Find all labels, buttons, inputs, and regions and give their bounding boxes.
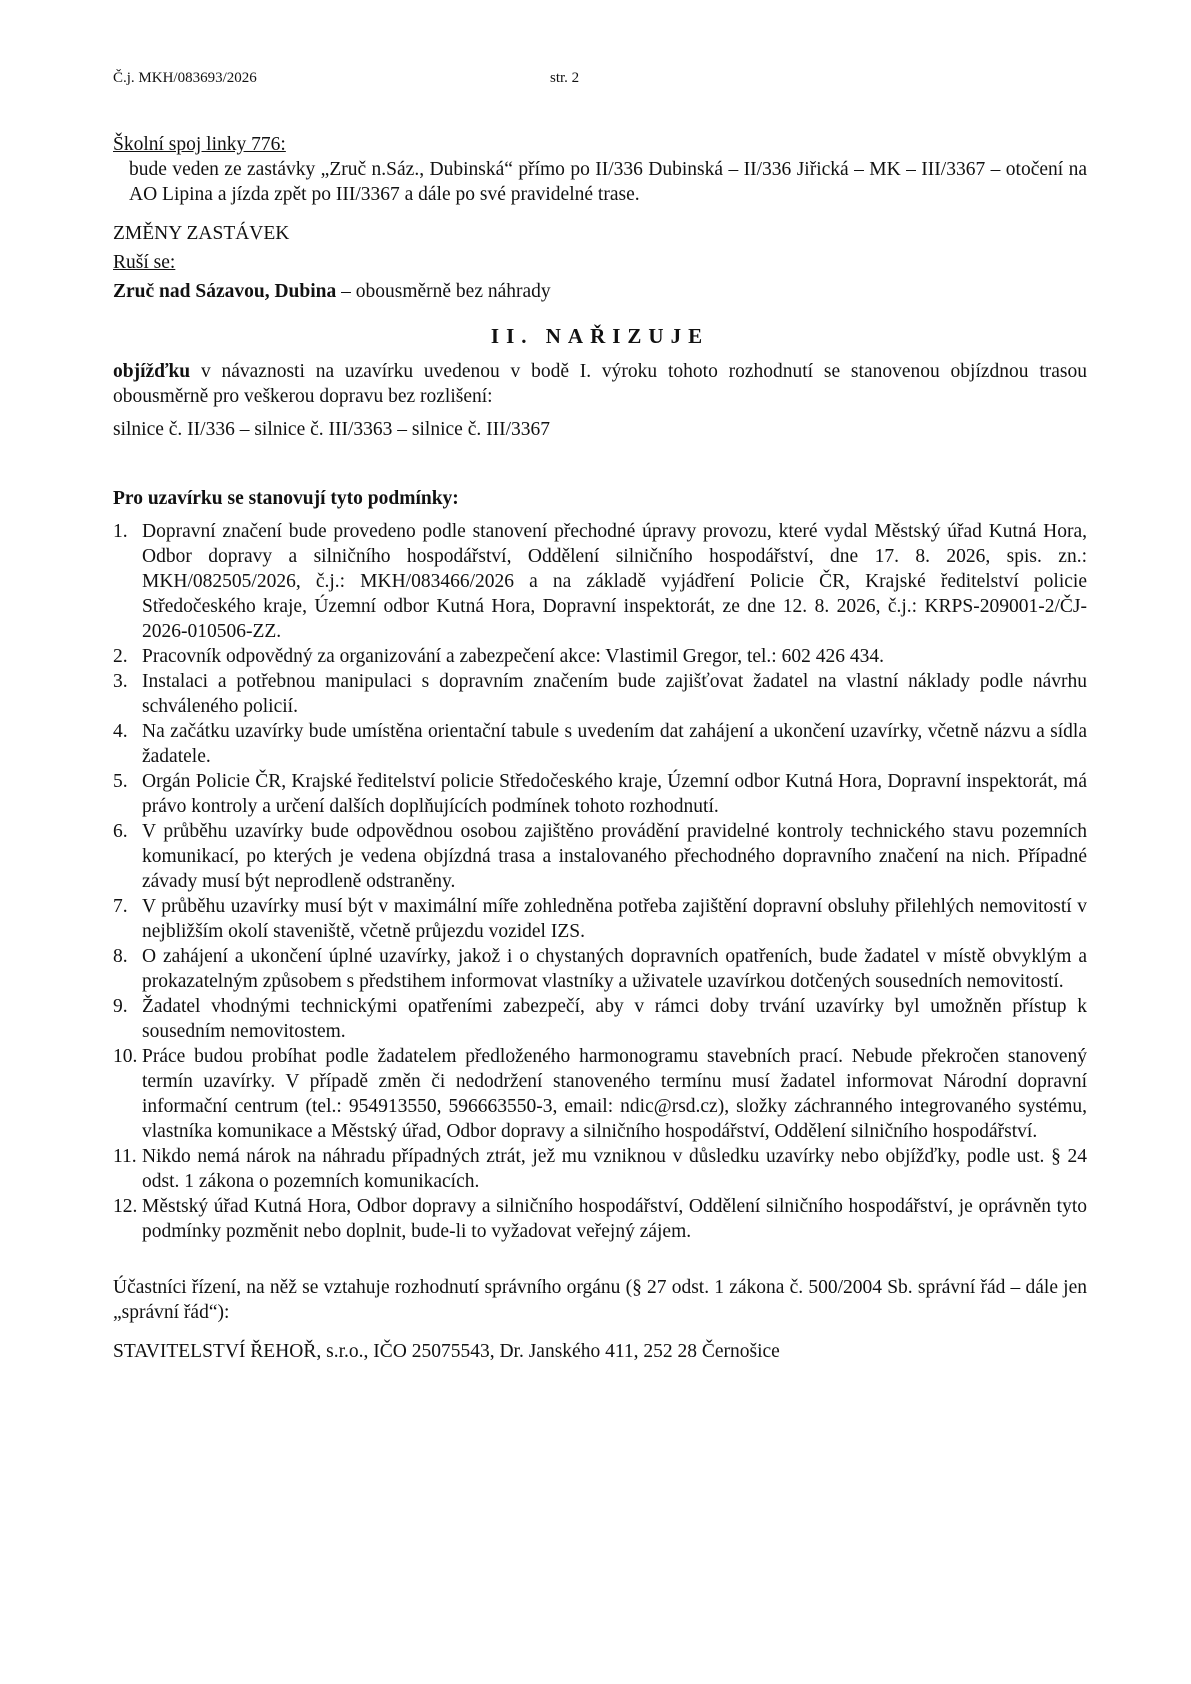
page-number: str. 2 bbox=[550, 70, 580, 86]
section-title: II. NAŘIZUJE bbox=[490, 324, 710, 348]
detour-paragraph bbox=[113, 359, 1087, 409]
condition-number: 11. bbox=[113, 1146, 137, 1167]
conditions-heading: Pro uzavírku se stanovují tyto podmínky: bbox=[113, 488, 459, 509]
condition-item bbox=[113, 644, 1087, 669]
condition-text: Dopravní značení bude provedeno podle stanovení přechodné úpravy provozu, které vydal Městský úřad Kutná Hora, Odbor dopravy a silničního hospodářství, Oddělení silničního hospodářství, dne 17. 8. 2026, spis. zn.: MKH/082505/2026, č.j.: MKH/083466/2026 a na základě vyjádření Policie ČR, Krajské ředitelství policie Středočeského kraje, Územní odbor Kutná Hora, Dopravní inspektorát, ze dne 12. 8. 2026, č.j.: KRPS-209001-2/ČJ-2026-010506-ZZ. bbox=[142, 521, 1087, 642]
condition-item bbox=[113, 994, 1087, 1044]
school-line-text: bude veden ze zastávky „Zruč n.Sáz., Dubinská“ přímo po II/336 Dubinská – II/336 Jiřická – MK – III/3367 – otočení na AO Lipina a jízda zpět po III/3367 a dále po své pravidelné trase. bbox=[129, 159, 1087, 205]
condition-item bbox=[113, 769, 1087, 819]
condition-text: Na začátku uzavírky bude umístěna orientační tabule s uvedením dat zahájení a ukončení uzavírky, včetně názvu a sídla žadatele. bbox=[142, 721, 1087, 767]
condition-item bbox=[113, 1044, 1087, 1144]
condition-item bbox=[113, 1194, 1087, 1244]
condition-number: 4. bbox=[113, 721, 128, 742]
stop-changes-section bbox=[113, 221, 1087, 304]
cancelled-label: Ruší se: bbox=[113, 252, 176, 273]
condition-text: Orgán Policie ČR, Krajské ředitelství policie Středočeského kraje, Územní odbor Kutná Hora, Dopravní inspektorát, má právo kontroly a určení dalších doplňujících podmínek tohoto rozhodnutí. bbox=[142, 771, 1087, 817]
condition-number: 1. bbox=[113, 521, 128, 542]
detour-word: objížďku bbox=[113, 361, 191, 382]
stop-changes-heading: ZMĚNY ZASTÁVEK bbox=[113, 223, 290, 244]
condition-number: 6. bbox=[113, 821, 128, 842]
condition-item bbox=[113, 669, 1087, 719]
condition-item bbox=[113, 894, 1087, 944]
condition-item bbox=[113, 719, 1087, 769]
condition-text: V průběhu uzavírky musí být v maximální míře zohledněna potřeba zajištění dopravní obsluhy přilehlých nemovitostí v nejbližším okolí staveniště, včetně průjezdu vozidel IZS. bbox=[142, 896, 1087, 942]
participant-company: STAVITELSTVÍ ŘEHOŘ, s.r.o., IČO 25075543, Dr. Janského 411, 252 28 Černošice bbox=[113, 1341, 780, 1362]
condition-number: 8. bbox=[113, 946, 128, 967]
condition-number: 5. bbox=[113, 771, 128, 792]
condition-text: O zahájení a ukončení úplné uzavírky, jakož i o chystaných dopravních opatřeních, bude žadatel v místě obvyklým a prokazatelným způsobem s předstihem informovat vlastníky a uživatele uzavírkou dotčených sousedních nemovitostí. bbox=[142, 946, 1087, 992]
page-header bbox=[113, 66, 1087, 90]
condition-item bbox=[113, 519, 1087, 644]
condition-text: Žadatel vhodnými technickými opatřeními zabezpečí, aby v rámci doby trvání uzavírky byl umožněn přístup k sousedním nemovitostem. bbox=[142, 996, 1087, 1042]
school-line-heading: Školní spoj linky 776: bbox=[113, 134, 286, 155]
participants-paragraph: Účastníci řízení, na něž se vztahuje rozhodnutí správního orgánu (§ 27 odst. 1 zákona č. 500/2004 Sb. správní řád – dále jen „správní řád“): bbox=[113, 1277, 1087, 1323]
condition-number: 10. bbox=[113, 1046, 138, 1067]
condition-text: Pracovník odpovědný za organizování a zabezpečení akce: Vlastimil Gregor, tel.: 602 426 434. bbox=[142, 646, 884, 667]
conditions-list bbox=[113, 519, 1087, 1244]
detour-route: silnice č. II/336 – silnice č. III/3363 – silnice č. III/3367 bbox=[113, 419, 550, 440]
stop-note: – obousměrně bez náhrady bbox=[336, 281, 551, 302]
condition-number: 3. bbox=[113, 671, 128, 692]
stop-name: Zruč nad Sázavou, Dubina bbox=[113, 281, 337, 302]
cancelled-stop bbox=[113, 279, 1087, 304]
condition-text: Práce budou probíhat podle žadatelem předloženého harmonogramu stavebních prací. Nebude překročen stanovený termín uzavírky. V případě změn či nedodržení stanoveného termínu musí žadatel informovat Národní dopravní informační centrum (tel.: 954913550, 596663550-3, email: ndic@rsd.cz), složky záchranného integrovaného systému, vlastníka komunikace a Městský úřad, Odbor dopravy a silničního hospodářství, Oddělení silničního hospodářství. bbox=[142, 1046, 1087, 1142]
condition-text: Instalaci a potřebnou manipulaci s dopravním značením bude zajišťovat žadatel na vlastní náklady podle návrhu schváleného policií. bbox=[142, 671, 1087, 717]
condition-text: Městský úřad Kutná Hora, Odbor dopravy a silničního hospodářství, Oddělení silničního hospodářství, je oprávněn tyto podmínky pozměnit nebo doplnit, bude-li to vyžadovat veřejný zájem. bbox=[142, 1196, 1087, 1242]
condition-number: 12. bbox=[113, 1196, 138, 1217]
condition-number: 9. bbox=[113, 996, 128, 1017]
school-line-section bbox=[113, 132, 1087, 207]
condition-number: 2. bbox=[113, 646, 128, 667]
reference-number: Č.j. MKH/083693/2026 bbox=[113, 70, 257, 86]
condition-item bbox=[113, 819, 1087, 894]
detour-text: v návaznosti na uzavírku uvedenou v bodě I. výroku tohoto rozhodnutí se stanovenou objízdnou trasou obousměrně pro veškerou dopravu bez rozlišení: bbox=[113, 361, 1087, 407]
condition-number: 7. bbox=[113, 896, 128, 917]
condition-item bbox=[113, 1144, 1087, 1194]
condition-text: Nikdo nemá nárok na náhradu případných ztrát, jež mu vzniknou v důsledku uzavírky nebo objížďky, podle ust. § 24 odst. 1 zákona o pozemních komunikacích. bbox=[142, 1146, 1087, 1192]
condition-item bbox=[113, 944, 1087, 994]
condition-text: V průběhu uzavírky bude odpovědnou osobou zajištěno provádění pravidelné kontroly technického stavu pozemních komunikací, po kterých je vedena objízdná trasa a instalovaného přechodného dopravního značení na nich. Případné závady musí být neprodleně odstraněny. bbox=[142, 821, 1087, 892]
